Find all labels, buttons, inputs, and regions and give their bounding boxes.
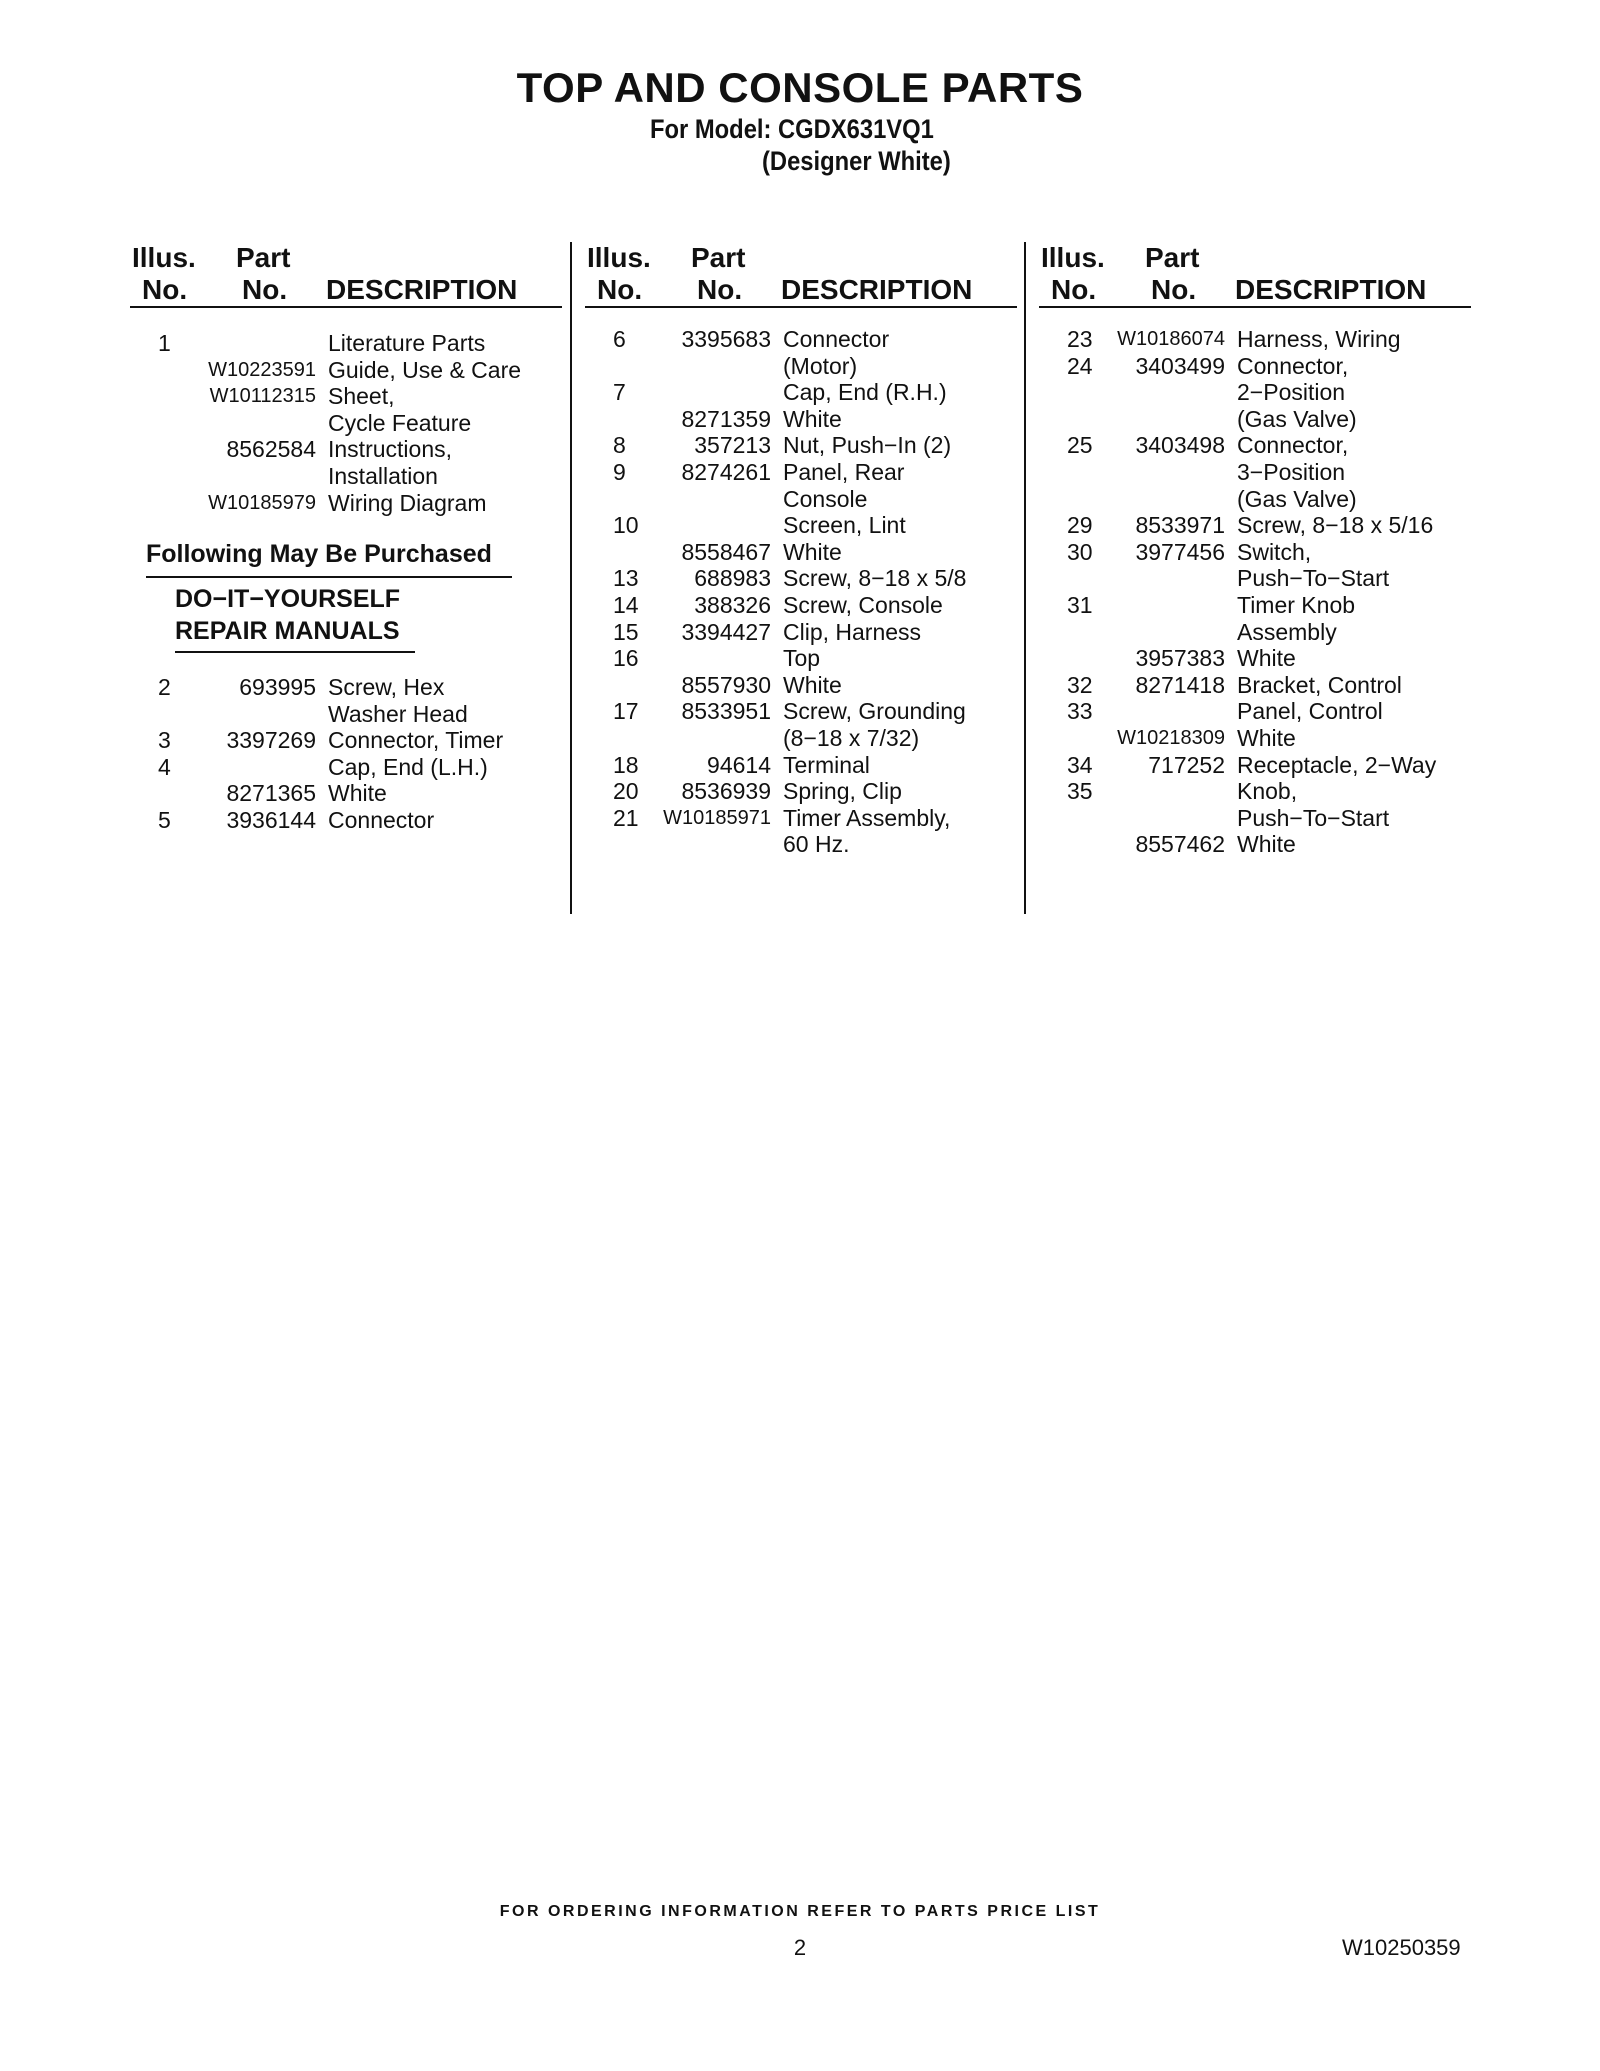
parts-list <box>1039 326 1471 858</box>
document-number: W10250359 <box>1342 1935 1461 1960</box>
illus-number: 8 <box>613 432 626 459</box>
part-row <box>585 512 1017 539</box>
illus-number: 33 <box>1067 698 1093 725</box>
part-row <box>585 459 1017 486</box>
part-row <box>130 780 562 807</box>
part-row <box>1039 539 1471 566</box>
column-divider <box>570 242 572 914</box>
part-description: Push−To−Start <box>1237 804 1390 831</box>
part-description: Timer Assembly, <box>783 804 951 831</box>
part-number: 8558467 <box>681 538 771 565</box>
illus-number: 29 <box>1067 512 1093 539</box>
illus-number: 6 <box>613 326 626 352</box>
parts-column-1b <box>130 652 562 834</box>
color-line: (Designer White) <box>762 146 951 176</box>
header-part: Part <box>691 242 746 273</box>
part-row <box>1039 353 1471 380</box>
header-illus: Illus. <box>132 242 196 273</box>
part-row <box>1039 379 1471 406</box>
part-row <box>1039 698 1471 725</box>
part-description: Cap, End (R.H.) <box>783 379 947 406</box>
illus-number: 7 <box>613 379 626 406</box>
part-description: Console <box>783 485 868 512</box>
illus-number: 23 <box>1067 326 1093 352</box>
part-description: Panel, Rear <box>783 458 905 485</box>
header-illus-no: No. <box>142 274 188 305</box>
illus-number: 25 <box>1067 432 1093 459</box>
part-description: Guide, Use & Care <box>328 356 522 383</box>
part-description: Screw, Hex <box>328 674 445 700</box>
part-row <box>1039 486 1471 513</box>
part-description: Terminal <box>783 751 870 778</box>
part-description: Nut, Push−In (2) <box>783 432 952 459</box>
purchase-heading: Following May Be Purchased <box>146 540 492 568</box>
part-row <box>1039 565 1471 592</box>
part-number: W10185971 <box>663 806 771 829</box>
part-row <box>130 701 562 728</box>
part-row <box>1039 459 1471 486</box>
part-row <box>585 486 1017 513</box>
part-description: Spring, Clip <box>783 778 902 805</box>
part-row <box>585 752 1017 779</box>
part-number: 8536939 <box>681 778 771 805</box>
part-row <box>585 406 1017 433</box>
part-row <box>585 805 1017 832</box>
part-description: White <box>328 780 387 807</box>
part-number: 3395683 <box>681 326 771 352</box>
part-description: Harness, Wiring <box>1237 326 1401 352</box>
purchase-heading-underline <box>146 576 512 578</box>
part-description: 3−Position <box>1237 458 1346 485</box>
part-description: White <box>783 538 842 565</box>
part-number: 8271365 <box>226 780 316 807</box>
part-row <box>130 490 562 517</box>
part-row <box>585 619 1017 646</box>
illus-number: 24 <box>1067 352 1093 379</box>
part-row <box>130 727 562 754</box>
part-description: Connector, <box>1237 352 1349 379</box>
part-number: W10218309 <box>1117 726 1225 749</box>
part-row <box>585 432 1017 459</box>
parts-list <box>130 674 562 834</box>
part-number: 8274261 <box>681 458 771 485</box>
page-title: TOP AND CONSOLE PARTS <box>516 64 1084 111</box>
part-row <box>1039 619 1471 646</box>
part-row <box>1039 645 1471 672</box>
part-description: Instructions, <box>328 436 452 463</box>
part-description: Knob, <box>1237 778 1298 805</box>
illus-number: 9 <box>613 458 626 485</box>
part-description: Bracket, Control <box>1237 671 1402 698</box>
part-row <box>1039 778 1471 805</box>
part-row <box>585 539 1017 566</box>
manuals-heading-line2: REPAIR MANUALS <box>175 617 400 645</box>
part-row <box>585 672 1017 699</box>
illus-number: 34 <box>1067 751 1093 778</box>
part-description: White <box>1237 724 1296 751</box>
header-description: DESCRIPTION <box>1235 274 1427 305</box>
part-row <box>585 326 1017 353</box>
part-row <box>585 565 1017 592</box>
illus-number: 3 <box>158 727 171 754</box>
illus-number: 10 <box>613 512 639 539</box>
column-header <box>585 238 1017 308</box>
header-part-no: No. <box>697 274 743 305</box>
part-row <box>585 698 1017 725</box>
part-description: Installation <box>328 462 438 489</box>
part-description: Switch, <box>1237 538 1312 565</box>
page-number: 2 <box>793 1935 807 1960</box>
part-row <box>585 778 1017 805</box>
part-description: Screw, 8−18 x 5/8 <box>783 565 967 592</box>
part-description: Assembly <box>1237 618 1337 645</box>
part-number: 8271359 <box>681 405 771 432</box>
part-description: Screen, Lint <box>783 512 906 539</box>
illus-number: 14 <box>613 591 639 618</box>
illus-number: 2 <box>158 674 171 700</box>
parts-list <box>130 330 562 516</box>
header-description: DESCRIPTION <box>326 274 518 305</box>
part-description: White <box>1237 831 1296 858</box>
parts-column-3 <box>1039 238 1471 858</box>
part-description: Timer Knob <box>1237 591 1356 618</box>
part-number: 3394427 <box>681 618 771 645</box>
part-number: 357213 <box>694 432 771 459</box>
part-row <box>1039 512 1471 539</box>
part-description: Connector <box>328 806 435 833</box>
part-description: Cap, End (L.H.) <box>328 753 488 780</box>
part-description: Connector <box>783 326 890 352</box>
part-description: Screw, Grounding <box>783 698 966 725</box>
part-number: W10112315 <box>209 385 316 408</box>
part-number: 3936144 <box>226 806 316 833</box>
header-part-no: No. <box>1151 274 1197 305</box>
part-number: W10186074 <box>1117 328 1225 350</box>
ordering-note: FOR ORDERING INFORMATION REFER TO PARTS PRICE LIST <box>499 1903 1101 1920</box>
parts-list <box>585 326 1017 858</box>
illus-number: 5 <box>158 806 171 833</box>
part-description: Screw, Console <box>783 591 943 618</box>
illus-number: 30 <box>1067 538 1093 565</box>
header-part: Part <box>236 242 291 273</box>
part-description: White <box>783 671 842 698</box>
part-number: 94614 <box>707 751 771 778</box>
part-row <box>585 725 1017 752</box>
illus-number: 16 <box>613 645 639 672</box>
part-description: Wiring Diagram <box>328 489 487 516</box>
part-number: 3403499 <box>1135 352 1225 379</box>
part-row <box>1039 592 1471 619</box>
part-description: Panel, Control <box>1237 698 1383 725</box>
part-row <box>1039 805 1471 832</box>
part-number: 3397269 <box>226 727 316 754</box>
part-number: 688983 <box>694 565 771 592</box>
part-row <box>1039 326 1471 353</box>
illus-number: 17 <box>613 698 639 725</box>
header-description: DESCRIPTION <box>781 274 973 305</box>
part-row <box>130 463 562 490</box>
part-description: Literature Parts <box>328 330 486 356</box>
part-row <box>1039 831 1471 858</box>
part-row <box>1039 672 1471 699</box>
part-number: 388326 <box>694 591 771 618</box>
part-number: 3957383 <box>1135 645 1225 672</box>
part-row <box>130 357 562 384</box>
part-description: Screw, 8−18 x 5/16 <box>1237 512 1434 539</box>
part-description: Connector, Timer <box>328 727 504 754</box>
illus-number: 31 <box>1067 591 1093 618</box>
part-row <box>1039 725 1471 752</box>
part-description: (Gas Valve) <box>1237 405 1357 432</box>
column-header <box>1039 238 1471 308</box>
part-row <box>585 645 1017 672</box>
part-description: Connector, <box>1237 432 1349 459</box>
part-description: Cycle Feature <box>328 409 472 436</box>
part-row <box>130 410 562 437</box>
part-row <box>585 353 1017 380</box>
part-row <box>1039 752 1471 779</box>
part-description: 60 Hz. <box>783 831 850 858</box>
illus-number: 18 <box>613 751 639 778</box>
header-illus: Illus. <box>1041 242 1105 273</box>
header-illus-no: No. <box>597 274 643 305</box>
part-number: W10223591 <box>208 358 316 381</box>
part-number: 8557930 <box>681 671 771 698</box>
part-number: 3977456 <box>1135 538 1225 565</box>
part-description: (Gas Valve) <box>1237 485 1357 512</box>
part-description: White <box>783 405 842 432</box>
part-row <box>130 674 562 701</box>
part-row <box>130 754 562 781</box>
part-description: White <box>1237 645 1296 672</box>
part-description: Clip, Harness <box>783 618 922 645</box>
part-number: 8533971 <box>1135 512 1225 539</box>
part-row <box>130 330 562 357</box>
model-line: For Model: CGDX631VQ1 <box>650 114 934 144</box>
part-description: Receptacle, 2−Way <box>1237 751 1437 778</box>
column-header <box>130 238 562 308</box>
part-description: (Motor) <box>783 352 858 379</box>
illus-number: 35 <box>1067 778 1093 805</box>
illus-number: 4 <box>158 753 171 780</box>
part-row <box>585 592 1017 619</box>
part-number: 8533951 <box>681 698 771 725</box>
illus-number: 20 <box>613 778 639 805</box>
header-part-no: No. <box>242 274 288 305</box>
illus-number: 32 <box>1067 671 1093 698</box>
header-illus-no: No. <box>1051 274 1097 305</box>
part-description: Washer Head <box>328 700 468 727</box>
column-divider <box>1024 242 1026 914</box>
part-row <box>130 436 562 463</box>
parts-column-2 <box>585 238 1017 858</box>
illus-number: 13 <box>613 565 639 592</box>
manuals-heading-line1: DO−IT−YOURSELF <box>175 585 401 613</box>
part-number: 717252 <box>1148 751 1225 778</box>
part-number: 3403498 <box>1135 432 1225 459</box>
illus-number: 1 <box>158 330 171 356</box>
part-number: 8557462 <box>1135 831 1225 858</box>
part-description: Push−To−Start <box>1237 565 1390 592</box>
part-row <box>130 383 562 410</box>
part-row <box>585 379 1017 406</box>
part-number: 693995 <box>239 674 316 700</box>
part-row <box>130 807 562 834</box>
part-number: 8562584 <box>226 436 316 463</box>
part-description: (8−18 x 7/32) <box>783 724 920 751</box>
header-illus: Illus. <box>587 242 651 273</box>
part-number: W10185979 <box>208 491 316 514</box>
part-description: Sheet, <box>328 383 395 410</box>
part-row <box>585 831 1017 858</box>
illus-number: 15 <box>613 618 639 645</box>
header-part: Part <box>1145 242 1200 273</box>
illus-number: 21 <box>613 804 639 831</box>
part-number: 8271418 <box>1135 671 1225 698</box>
parts-column-1 <box>130 238 562 516</box>
part-row <box>1039 406 1471 433</box>
part-description: 2−Position <box>1237 379 1346 406</box>
part-row <box>1039 432 1471 459</box>
part-description: Top <box>783 645 821 672</box>
